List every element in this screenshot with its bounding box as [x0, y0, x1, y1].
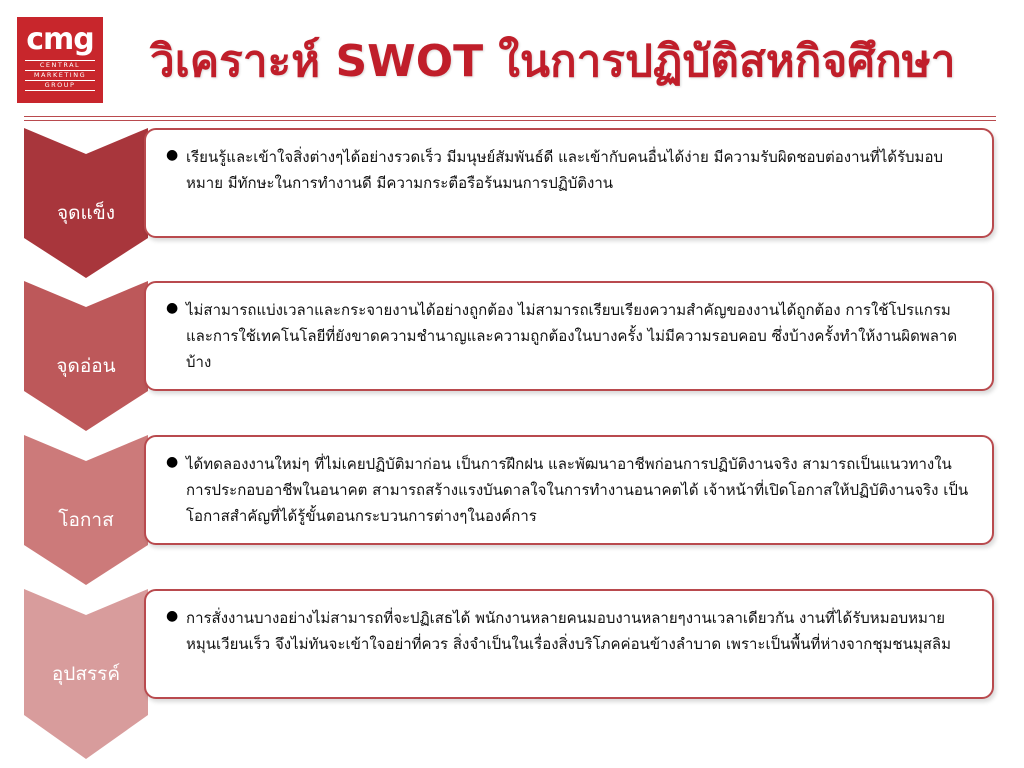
chevron-label: จุดอ่อน: [56, 355, 116, 377]
logo-brand: cmg: [26, 22, 94, 57]
logo-sub-line: MARKETING: [25, 71, 95, 81]
swot-text: การสั่งงานบางอย่างไม่สามารถที่จะปฏิเสธได้ พนักงานหลายคนมอบงานหลายๆงานเวลาเดียวกัน งานที่ได้รับหมอบหมายหมุนเวียนเร็ว จึงไม่ทันจะเข้าใจอย่าที่ควร สิ่งจำเป็นในเรื่องสิ่งบริโภคค่อนข้างลำบาด เพราะเป็นพื้นที่ห่างจากชุมชนมุสลิม: [186, 609, 951, 653]
swot-row-opportunities: [24, 435, 974, 585]
bullet-icon: ●: [166, 608, 179, 624]
swot-card-strengths: [144, 128, 994, 238]
swot-row-strengths: [24, 128, 974, 278]
bullet-icon: ●: [166, 454, 179, 470]
swot-text: เรียนรู้และเข้าใจสิ่งต่างๆได้อย่างรวดเร็ว มีมนุษย์สัมพันธ์ดี และเข้ากับคนอื่นได้ง่าย มีความรับผิดชอบต่องานที่ได้รับมอบหมาย มีทักษะในการทำงานดี มีความกระตือรือร้นมนการปฏิบัติงาน: [186, 148, 943, 192]
swot-card-opportunities: [144, 435, 994, 545]
swot-text: ได้ทดลองงานใหม่ๆ ที่ไม่เคยปฏิบัติมาก่อน เป็นการฝึกฝน และพัฒนาอาชีพก่อนการปฏิบัติงานจริง สามารถเป็นแนวทางในการประกอบอาชีพในอนาคต สามารถสร้างแรงบันดาลใจในการทำงานอนาคตได้ เจ้าหน้าที่เปิดโอกาสให้ปฏิบัติงานจริง เป็นโอกาสสำคัญที่ได้รู้ขั้นตอนกระบวนการต่างๆในองค์การ: [186, 455, 969, 525]
chevron-strengths: [24, 128, 148, 278]
chevron-threats: [24, 589, 148, 759]
cmg-logo: [17, 17, 103, 103]
logo-sub-line: GROUP: [25, 81, 95, 91]
logo-sub-line: CENTRAL: [25, 61, 95, 71]
title-divider: [24, 116, 996, 117]
swot-text: ไม่สามารถแบ่งเวลาและกระจายงานได้อย่างถูกต้อง ไม่สามารถเรียบเรียงความสำคัญของงานได้ถูกต้อง การใช้โปรแกรมและการใช้เทคโนโลยีที่ยังขาดความชำนาญและความถูกต้องในบางครั้ง ไม่มีความรอบคอบ ซึ่งบ้างครั้งทำให้งานผิดพลาดบ้าง: [186, 301, 958, 371]
swot-row-weaknesses: [24, 281, 974, 431]
chevron-weaknesses: [24, 281, 148, 431]
swot-row-threats: [24, 589, 974, 759]
title-divider: [24, 120, 996, 121]
swot-card-weaknesses: [144, 281, 994, 391]
chevron-opportunities: [24, 435, 148, 585]
logo-subtitle: [25, 60, 95, 91]
chevron-label: อุปสรรค์: [51, 663, 121, 685]
chevron-label: จุดแข็ง: [57, 202, 115, 224]
bullet-icon: ●: [166, 300, 179, 316]
chevron-label: โอกาส: [58, 509, 114, 531]
bullet-icon: ●: [166, 147, 179, 163]
swot-card-threats: [144, 589, 994, 699]
page-title: วิเคราะห์ SWOT ในการปฏิบัติสหกิจศึกษา: [150, 36, 956, 87]
